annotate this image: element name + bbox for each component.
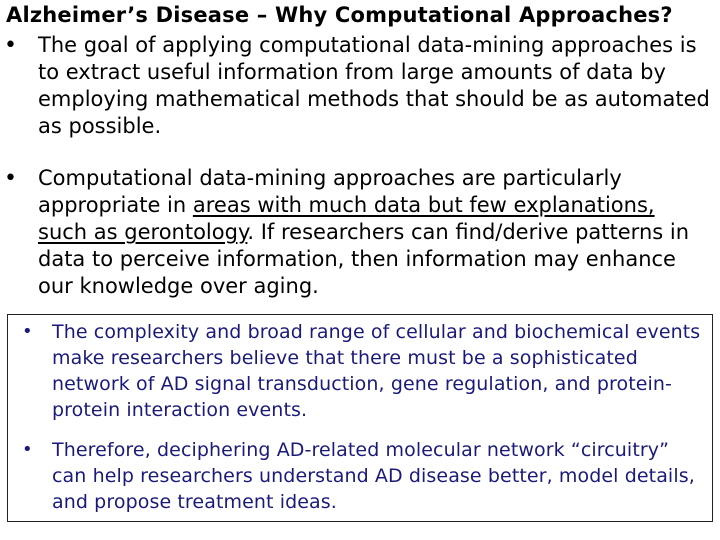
box-bullet-item	[8, 319, 712, 423]
bullet-marker: •	[4, 166, 17, 191]
bullet-text-end: . If researchers can find/derive patterns in data to perceive information, then information may enhance our knowledge over aging.	[38, 220, 690, 298]
bullet-text	[38, 165, 710, 300]
box-bullet-marker: •	[22, 321, 33, 342]
highlight-box	[7, 314, 713, 522]
box-bullet-item	[8, 437, 712, 515]
slide-title: Alzheimer’s Disease – Why Computational Approaches?	[6, 3, 673, 27]
box-bullet-text: Therefore, deciphering AD-related molecular network “circuitry” can help researchers understand AD disease better, model details, and propose treatment ideas.	[52, 439, 695, 513]
bullet-item	[0, 165, 716, 300]
underlined-phrase: areas with much data but few explanations, such as gerontology	[38, 193, 655, 244]
box-bullet-text: The complexity and broad range of cellular and biochemical events make researchers believe that there must be a sophisticated network of AD signal transduction, gene regulation, and protein-protein interaction events.	[52, 321, 701, 421]
bullet-text-start: Computational data-mining approaches are particularly appropriate in	[38, 166, 622, 217]
box-bullet-marker: •	[22, 439, 33, 460]
bullet-marker: •	[4, 33, 17, 58]
bullet-item	[0, 32, 716, 140]
bullet-text: The goal of applying computational data-mining approaches is to extract useful information from large amounts of data by employing mathematical methods that should be as automated as possible.	[38, 33, 710, 138]
